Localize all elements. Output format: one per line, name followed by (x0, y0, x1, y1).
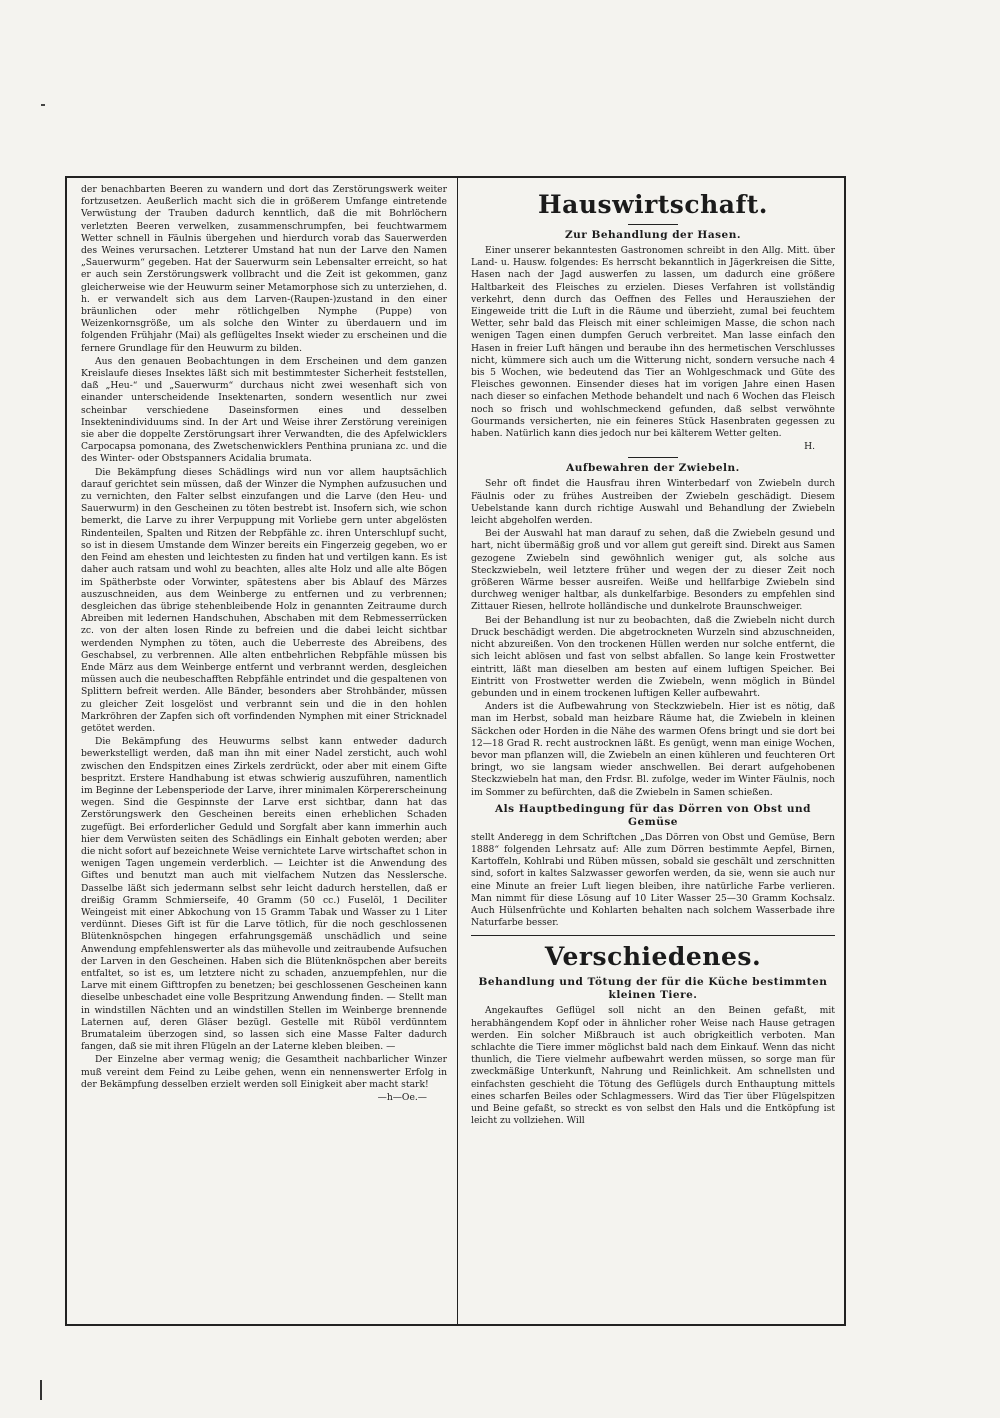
left-column (81, 184, 447, 1318)
article-heading: Zur Behandlung der Hasen. (564, 229, 742, 241)
article-paragraph: Bei der Behandlung ist nur zu beobachten, daß die Zwiebeln nicht durch Druck beschädigt werden. Die abgetrockneten Wurzeln sind abzuschneiden, nicht abzureißen. Von den trockenen Hüllen werden nur solche entfernt, die sich leicht ablösen und fast von selbst abfallen. So lange kein Frostwetter eintritt, läßt man dieselben am besten auf einem luftigen Speicher. Bei Eintritt von Frostwetter werden die Zwiebeln, wenn möglich in Bündel gebunden und in einem trockenen luftigen Keller aufbewahrt. (471, 614, 835, 699)
divider (628, 224, 678, 225)
article-text: Angekauftes Geflügel soll nicht an den Beinen gefaßt, mit herabhängendem Kopf oder in ähnlicher roher Weise nach Hause getragen werden. Ein solcher Mißbrauch ist auch obrigkeitlich verboten. Man schlachte die Tiere immer möglichst bald nach dem Einkauf. Wenn das nicht thunlich, die Tiere vielmehr aufbewahrt werden müssen, so sorge man für zweckmäßige Unterkunft, Nahrung und Reinlichkeit. Am schnellsten und einfachsten geschieht die Tötung des Geflügels durch Enthauptung mittels eines scharfen Beiles oder Schlagmessers. Wird das Tier über Flügelspitzen und Beine gefaßt, so streckt es von selbst den Hals und die Entköpfung ist leicht zu vollziehen. Will (471, 1005, 835, 1127)
page-frame (65, 176, 846, 1326)
article-heading: Aufbewahren der Zwiebeln. (566, 462, 740, 475)
paragraph: der benachbarten Beeren zu wandern und dort das Zerstörungswerk weiter fortzusetzen. Aeußerlich macht sich die in größerem Umfange eintretende Verwüstung der Trauben dadurch kenntlich, daß die mit Bohrlöchern verletzten Beeren verwelken, zusammenschrumpfen, bei feuchtwarmem Wetter schnell in Fäulnis übergehen und hierdurch vorab das Sauerwerden des Weines verursachen. Letzterer Umstand hat nun der Larve den Namen „Sauerwurm“ gegeben. Hat der Sauerwurm sein Lebensalter erreicht, so hat er auch sein Zerstörungswerk vollbracht und die Zeit ist gekommen, ganz gleicherweise wie der Heuwurm seiner Metamorphose sich zu unterziehen, d. h. er verwandelt sich aus dem Larven-(Raupen-)zustand in den einer bräunlichen oder mehr rötlichgelben Nymphe (Puppe) von Weizenkornsgröße, um als solche den Winter zu überdauern und im folgenden Frühjahr (Mai) als geflügeltes Insekt wieder zu erscheinen und die fernere Grundlage für den Heuwurm zu bilden. (81, 184, 447, 354)
article-paragraph: Anders ist die Aufbewahrung von Steckzwiebeln. Hier ist es nötig, daß man im Herbst, sobald man heizbare Räume hat, die Zwiebeln in kleinen Säckchen oder Horden in die Nähe des warmen Ofens bringt und sie dort bei 12—18 Grad R. recht austrocknen läßt. Es genügt, wenn man einige Wochen, bevor man pflanzen will, die Zwiebeln an einen kühleren und feuchteren Ort bringt, wo sie langsam wieder anschwellen. Bei derart aufgehobenen Steckzwiebeln hat man, den Frdsr. Bl. zufolge, weder im Winter Fäulnis, noch im Sommer zu befürchten, daß die Zwiebeln in Samen schießen. (471, 701, 835, 798)
article-text: stellt Anderegg in dem Schriftchen „Das Dörren von Obst und Gemüse, Bern 1888“ folgenden Lehrsatz auf: Alle zum Dörren bestimmte Aepfel, Birnen, Kartoffeln, Kohlrabi und Rüben müssen, sobald sie geschält und zerschnitten sind, sofort in kaltes Salzwasser geworfen werden, da sie, wenn sie auch nur eine Minute an freier Luft liegen bleiben, ihre natürliche Farbe verlieren. Man nimmt für diese Lösung auf 10 Liter Wasser 25—30 Gramm Kochsalz. Auch Hülsenfrüchte und Kohlarten behalten nach solchem Wasserbade ihre Naturfarbe besser. (471, 831, 835, 929)
paragraph: Aus den genauen Beobachtungen in dem Erscheinen und dem ganzen Kreislaufe dieses Insektes läßt sich mit bestimmtester Sicherheit feststellen, daß „Heu-“ und „Sauerwurm“ durchaus nicht zwei wesenhaft sich von einander unterscheidende Insektenarten, sondern wesentlich nur zwei scheinbar verschiedene Daseinsformen eines und desselben Insektenindividuums sind. In der Art und Weise ihrer Zerstörung vereinigen sie aber die doppelte Zerstörungsart ihrer Verwandten, die des Apfelwicklers Carpocapsa pomonana, des Zwetschenwicklers Penthina pruniana zc. und die des Winter- oder Obstspanners Acidalia brumata. (81, 355, 447, 465)
margin-mark (40, 1380, 42, 1400)
section-rule (471, 935, 835, 936)
article-text: Einer unserer bekanntesten Gastronomen schreibt in den Allg. Mitt. über Land- u. Hausw. folgendes: Es herrscht bekanntlich in Jägerkreisen die Sitte, Hasen nach der Jagd auswerfen zu lassen, um dadurch eine größere Haltbarkeit des Fleisches zu erzielen. Dieses Verfahren ist vollständig verkehrt, denn durch das Oeffnen des Felles und Herausziehen der Eingeweide tritt die Luft in die Räume und überzieht, zumal bei feuchtem Wetter, sehr bald das Fleisch mit einer schleimigen Masse, die schon nach wenigen Tagen einen dumpfen Geruch verbreitet. Man lasse einfach den Hasen in freier Luft hängen und beraube ihn des hermetischen Verschlusses nicht, kümmere sich auch um die Witterung nicht, sondern versuche nach 4 bis 5 Wochen, wie bedeutend das Tier an Wohlgeschmack und Güte des Fleisches gewonnen. Einsender dieses hat im vorigen Jahre einen Hasen nach dieser so einfachen Methode behandelt und nach 6 Wochen das Fleisch noch so frisch und wohlschmeckend gefunden, daß selbst verwöhnte Gourmands versicherten, nie ein feineres Stück Hasenbraten gegessen zu haben. Natürlich kann dies jedoch nur bei kälterem Wetter gelten. (471, 245, 835, 440)
author-signature: —h—Oe.— (377, 1092, 427, 1104)
section-title-verschiedenes: Verschiedenes. (544, 942, 762, 972)
right-column (471, 184, 835, 1318)
paragraph: Die Bekämpfung dieses Schädlings wird nun vor allem hauptsächlich darauf gerichtet sein müssen, daß der Winzer die Nymphen aufzusuchen und zu vernichten, den Falter selbst einzufangen und die Larve (den Heu- und Sauerwurm) in den Gescheinen zu töten bestrebt ist. Insofern sich, wie schon bemerkt, die Larve zu ihrer Verpuppung mit Vorliebe gern unter abgelösten Rindenteilen, Spalten und Ritzen der Rebpfähle zc. ihren Unterschlupf sucht, so ist in diesem Umstande dem Winzer bereits ein Fingerzeig gegeben, wo er den Feind am ehesten und leichtesten zu finden hat und vertilgen kann. Es ist daher auch ratsam und wohl zu beachten, alles alte Holz und alle alte Bögen im Spätherbste oder Vorwinter, spätestens aber bis Ablauf des Märzes auszuschneiden, aus dem Weinberge zu entfernen und zu verbrennen; desgleichen das übrige stehenbleibende Holz in genannten Zeitraume durch Abreiben mit ledernen Handschuhen, Abschaben mit dem Rebmesserrücken zc. von der alten losen Rinde zu befreien und die dabei leicht sichtbar werdenden Nymphen zu töten, auch die Ueberreste des Abreibens, des Geschabsel, zu verbrennen. Alle alten entbehrlichen Rebpfähle müssen bis Ende März aus dem Weinberge entfernt und verbrannt werden, desgleichen müssen auch die neubeschafften Rebpfähle entrindet und die gespaltenen von Splittern befreit werden. Alle Bänder, besonders aber Strohbänder, müssen zu gleicher Zeit losgelöst und verbrannt sein und die in den hohlen Markröhren der Zapfen sich oft vorfindenden Nymphen mit einer Stricknadel getötet werden. (81, 466, 447, 734)
article-heading: Behandlung und Tötung der für die Küche bestimmten kleinen Tiere. (478, 976, 828, 1002)
margin-dot (41, 104, 45, 106)
article-signature: H. (804, 441, 815, 453)
column-divider (457, 178, 458, 1324)
paragraph: Der Einzelne aber vermag wenig; die Gesamtheit nachbarlicher Winzer muß vereint dem Feind zu Leibe gehen, wenn ein nennenswerter Erfolg in der Bekämpfung desselben erzielt werden soll Einigkeit aber macht stark! (81, 1054, 447, 1090)
paragraph: Die Bekämpfung des Heuwurms selbst kann entweder dadurch bewerkstelligt werden, daß man ihn mit einer Nadel zersticht, auch wohl zwischen den Endspitzen eines Zirkels zerdrückt, oder aber mit einem Gifte bespritzt. Erstere Handhabung ist etwas schwierig auszuführen, namentlich im Beginne der Lebensperiode der Larve, ihrer minimalen Körpererscheinung wegen. Sind die Gespinnste der Larve erst sichtbar, dann hat das Zerstörungswerk den Gescheinen bereits einen erheblichen Schaden zugefügt. Bei erforderlicher Geduld und Sorgfalt aber kann immerhin auch hier dem Verwüsten seiten des Schädlings ein Einhalt geboten werden; aber die nicht sofort auf bezeichnete Weise vernichtete Larve wirtschaftet schon in wenigen Tagen ungemein verderblich. — Leichter ist die Anwendung des Giftes und benutzt man auch mit vielfachem Nutzen das Nesslersche. Dasselbe läßt sich jedermann selbst sehr leicht dadurch herstellen, daß er dreißig Gramm Schmierseife, 40 Gramm (50 cc.) Fuselöl, 1 Deciliter Weingeist mit einer Abkochung von 15 Gramm Tabak und Wasser zu 1 Liter verdünnt. Dieses Gift ist für die Larve tötlich, für die noch geschlossenen Blütenknöspchen hingegen erfahrungsgemäß unschädlich und seine Anwendung empfehlenswerter als das mühevolle und zeitraubende Aufsuchen der Larven in den Gescheinen. Haben sich die Blütenknöspchen aber bereits entfaltet, so ist es, um letztere nicht zu schaden, anzuempfehlen, nur die Larve mit einem Gifttropfen zu benetzen; bei geschlossenen Gescheinen kann dieselbe unbeschadet eine volle Bespritzung Anwendung finden. — Stellt man in windstillen Nächten und an windstillen Stellen im Weinberge brennende Laternen auf, deren Gläser bezügl. Gestelle mit Rüböl verdünntem Brumataleim überzogen sind, so lassen sich eine Masse Falter dadurch fangen, daß sie mit ihren Flügeln an der Laterne kleben bleiben. — (81, 736, 447, 1053)
article-paragraph: Sehr oft findet die Hausfrau ihren Winterbedarf von Zwiebeln durch Fäulnis oder zu frühes Austreiben der Zwiebeln geschädigt. Diesem Uebelstande kann durch richtige Auswahl und Behandlung der Zwiebeln leicht abgeholfen werden. (471, 478, 835, 527)
article-paragraph: Bei der Auswahl hat man darauf zu sehen, daß die Zwiebeln gesund und hart, nicht übermäßig groß und vor allem gut gereift sind. Direkt aus Samen gezogene Zwiebeln sind gewöhnlich weniger gut, als solche aus Steckzwiebeln, weil letztere früher und wegen der zu dieser Zeit noch größeren Wärme besser ausreifen. Weiße und hellfarbige Zwiebeln sind durchweg weniger haltbar, als dunkelfarbige. Besonders zu empfehlen sind Zittauer Riesen, hellrote holländische und dunkelrote Braunschweiger. (471, 528, 835, 613)
divider (628, 457, 678, 458)
article-heading: Als Hauptbedingung für das Dörren von Obst und Gemüse (495, 802, 811, 828)
section-title-hauswirtschaft: Hauswirtschaft. (538, 190, 768, 219)
